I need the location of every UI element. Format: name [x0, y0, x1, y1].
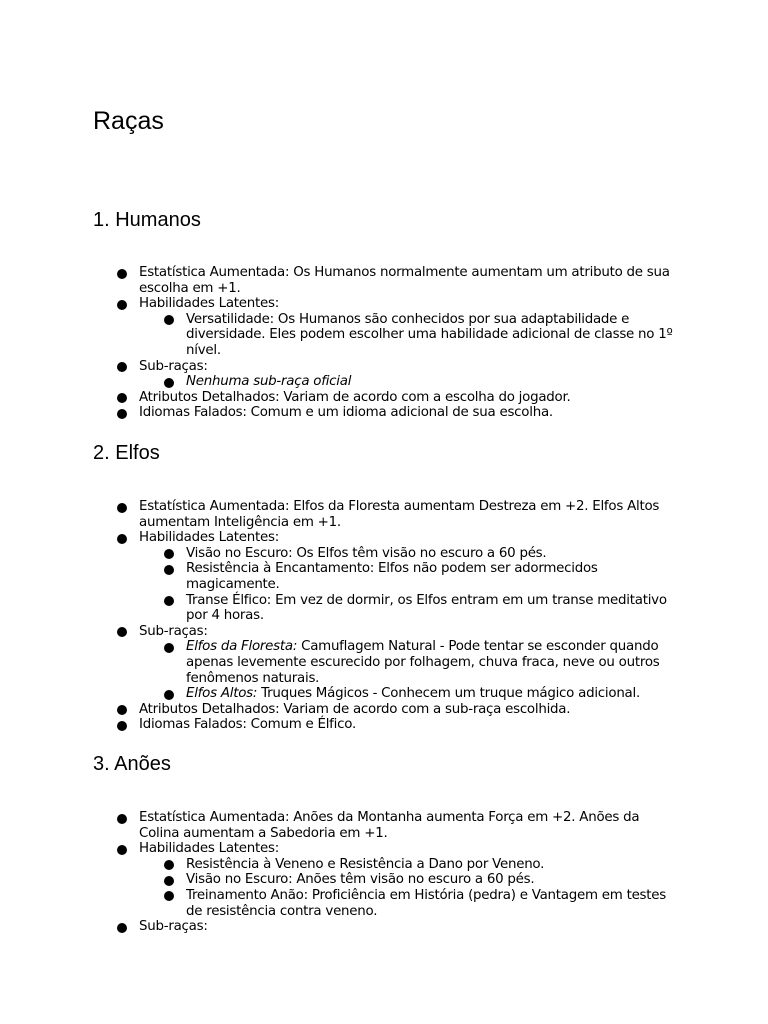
humanos-list: [139, 265, 679, 421]
sublist-item: [186, 593, 679, 624]
subrace-name: Elfos Altos:: [186, 686, 258, 702]
attributes-text: Atributos Detalhados: Variam de acordo com a sub-raça escolhida.: [139, 701, 571, 717]
bullet-icon: [164, 565, 174, 575]
list-item: [139, 390, 679, 406]
anoes-list: [139, 810, 679, 935]
list-item: [139, 702, 679, 718]
bullet-icon: [164, 378, 174, 388]
ability-text: Versatilidade: Os Humanos são conhecidos por sua adaptabilidade e diversidade. Eles podem escolher uma habilidade adicional de classe no 1º nível.: [186, 311, 673, 358]
stat-text: Estatística Aumentada: Os Humanos normalmente aumentam um atributo de sua escolha em +1.: [139, 265, 670, 296]
subraces-label: Sub-raças:: [139, 919, 208, 935]
bullet-icon: [117, 705, 127, 715]
section-heading-anoes: 3. Anões: [93, 753, 171, 775]
ability-text: Resistência à Veneno e Resistência a Dano por Veneno.: [186, 856, 545, 872]
attributes-text: Atributos Detalhados: Variam de acordo com a escolha do jogador.: [139, 389, 571, 405]
bullet-icon: [117, 393, 127, 403]
bullet-icon: [117, 269, 127, 279]
sublist-item: [186, 872, 679, 888]
list-item: [139, 717, 679, 733]
bullet-icon: [164, 643, 174, 653]
languages-text: Idiomas Falados: Comum e Élfico.: [139, 717, 356, 733]
subraces-sublist: [139, 374, 679, 390]
subrace-name: Nenhuma sub-raça oficial: [186, 374, 352, 390]
bullet-icon: [117, 923, 127, 933]
page-title: Raças: [93, 107, 164, 135]
list-item: [139, 296, 679, 358]
ability-text: Visão no Escuro: Os Elfos têm visão no escuro a 60 pés.: [186, 545, 547, 561]
bullet-icon: [164, 876, 174, 886]
bullet-icon: [117, 627, 127, 637]
sublist-item: [186, 561, 679, 592]
abilities-label: Habilidades Latentes:: [139, 841, 279, 857]
bullet-icon: [117, 362, 127, 372]
sublist-item: [186, 639, 679, 686]
section-heading-humanos: 1. Humanos: [93, 209, 201, 231]
list-item: [139, 359, 679, 390]
subrace-desc: Truques Mágicos - Conhecem um truque mágico adicional.: [257, 686, 640, 702]
subrace-desc: Camuflagem Natural - Pode tentar se esconder quando apenas levemente escurecido por folhagem, chuva fraca, neve ou outros fenômenos naturais.: [186, 639, 660, 686]
bullet-icon: [117, 300, 127, 310]
sublist-item: [186, 888, 679, 919]
ability-text: Visão no Escuro: Anões têm visão no escuro a 60 pés.: [186, 872, 535, 888]
list-item: [139, 810, 679, 841]
subraces-label: Sub-raças:: [139, 623, 208, 639]
subraces-sublist: [139, 639, 679, 701]
languages-text: Idiomas Falados: Comum e um idioma adicional de sua escolha.: [139, 405, 553, 421]
list-item: [139, 624, 679, 702]
list-item: [139, 841, 679, 919]
stat-text: Estatística Aumentada: Anões da Montanha aumenta Força em +2. Anões da Colina aumentam a Sabedoria em +1.: [139, 810, 640, 841]
bullet-icon: [117, 503, 127, 513]
bullet-icon: [164, 315, 174, 325]
abilities-sublist: [139, 312, 679, 359]
elfos-list: [139, 499, 679, 733]
ability-text: Treinamento Anão: Proficiência em História (pedra) e Vantagem em testes de resistência contra veneno.: [186, 887, 666, 919]
list-item: [139, 499, 679, 530]
bullet-icon: [117, 534, 127, 544]
sublist-item: [186, 857, 679, 873]
abilities-label: Habilidades Latentes:: [139, 530, 279, 546]
list-item: [139, 265, 679, 296]
abilities-sublist: [139, 546, 679, 624]
stat-text: Estatística Aumentada: Elfos da Floresta aumentam Destreza em +2. Elfos Altos aumentam Inteligência em +1.: [139, 499, 660, 530]
abilities-sublist: [139, 857, 679, 919]
bullet-icon: [164, 891, 174, 901]
subraces-label: Sub-raças:: [139, 358, 208, 374]
subrace-name: Elfos da Floresta:: [186, 639, 298, 655]
bullet-icon: [164, 690, 174, 700]
abilities-label: Habilidades Latentes:: [139, 296, 279, 312]
bullet-icon: [117, 721, 127, 731]
ability-text: Resistência à Encantamento: Elfos não podem ser adormecidos magicamente.: [186, 561, 598, 592]
bullet-icon: [164, 549, 174, 559]
sublist-item: [186, 546, 679, 562]
list-item: [139, 530, 679, 624]
bullet-icon: [117, 814, 127, 824]
sublist-item: [186, 374, 679, 390]
ability-text: Transe Élfico: Em vez de dormir, os Elfos entram em um transe meditativo por 4 horas.: [186, 592, 667, 624]
bullet-icon: [164, 596, 174, 606]
bullet-icon: [117, 845, 127, 855]
sublist-item: [186, 686, 679, 702]
sublist-item: [186, 312, 679, 359]
bullet-icon: [164, 860, 174, 870]
section-heading-elfos: 2. Elfos: [93, 442, 160, 464]
list-item: [139, 919, 679, 935]
list-item: [139, 405, 679, 421]
bullet-icon: [117, 409, 127, 419]
